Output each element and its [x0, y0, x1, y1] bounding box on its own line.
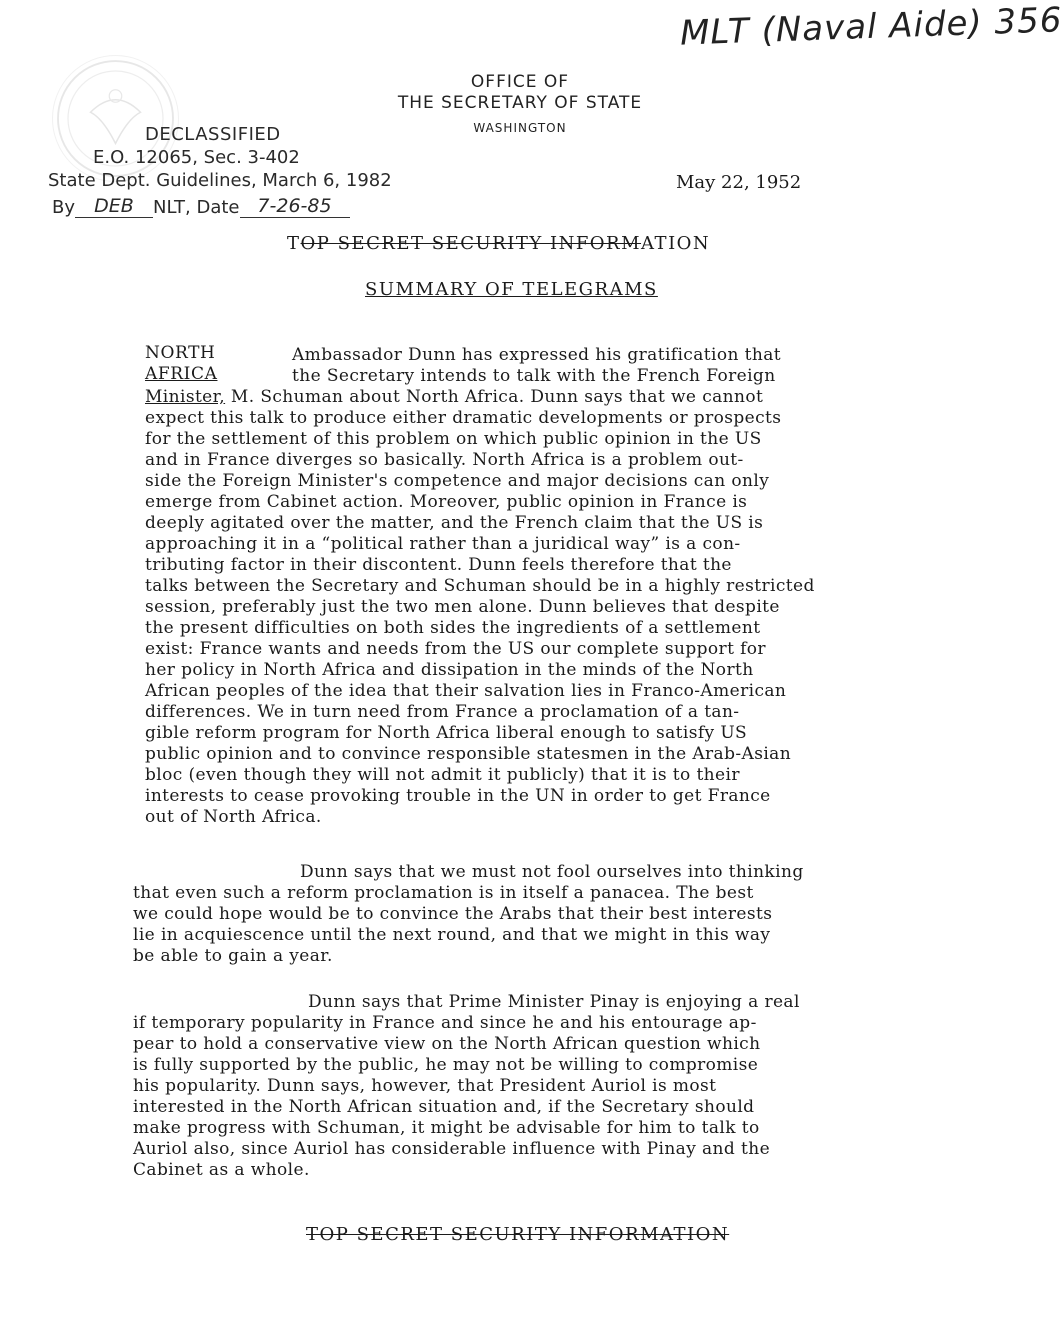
declassification-stamp	[45, 124, 425, 218]
paragraph-line: public opinion and to convince responsible statesmen in the Arab-Asian	[145, 744, 792, 764]
document-date: May 22, 1952	[676, 172, 802, 193]
paragraph-line: interested in the North African situation and, if the Secretary should	[133, 1097, 755, 1117]
paragraph-line: bloc (even though they will not admit it publicly) that it is to their	[145, 765, 740, 785]
paragraph-3	[133, 992, 933, 1181]
letterhead-city-line: WASHINGTON	[473, 121, 567, 135]
letterhead	[390, 72, 650, 135]
by-initials: DEB	[75, 195, 153, 218]
paragraph-line: Dunn says that we must not fool ourselves into thinking	[300, 862, 804, 882]
classification-marking-bottom	[306, 1224, 729, 1245]
paragraph-line: Ambassador Dunn has expressed his gratification that	[292, 345, 781, 365]
paragraph-line: her policy in North Africa and dissipation in the minds of the North	[145, 660, 754, 680]
paragraph-line: be able to gain a year.	[133, 946, 333, 966]
paragraph-line: that even such a reform proclamation is in itself a panacea. The best	[133, 883, 754, 903]
paragraph-line: Dunn says that Prime Minister Pinay is enjoying a real	[308, 992, 800, 1012]
paragraph-1-opening	[292, 345, 892, 387]
paragraph-line: the Secretary intends to talk with the French Foreign	[292, 366, 776, 386]
paragraph-line: deeply agitated over the matter, and the French claim that the US is	[145, 513, 764, 533]
paragraph-line: tributing factor in their discontent. Dunn feels therefore that the	[145, 555, 732, 575]
paragraph-line: expect this talk to produce either dramatic developments or prospects	[145, 408, 782, 428]
paragraph-line: his popularity. Dunn says, however, that President Auriol is most	[133, 1076, 717, 1096]
paragraph-line: emerge from Cabinet action. Moreover, public opinion in France is	[145, 492, 748, 512]
paragraph-1-body	[145, 387, 935, 828]
letterhead-secretary-line: THE SECRETARY OF STATE	[397, 93, 643, 113]
declassified-label: DECLASSIFIED	[145, 124, 281, 145]
handwritten-file-note: MLT (Naval Aide) 356	[679, 0, 1063, 54]
minister-word: Minister,	[145, 387, 226, 407]
classification-struck-portion: OP SECRET SECURITY INFORM	[300, 233, 642, 254]
paragraph-line: we could hope would be to convince the Arabs that their best interests	[133, 904, 773, 924]
declassification-by-line	[52, 195, 425, 218]
paragraph-line: gible reform program for North Africa liberal enough to satisfy US	[145, 723, 748, 743]
paragraph-line: differences. We in turn need from France a proclamation of a tan-	[145, 702, 740, 722]
paragraph-line	[145, 387, 935, 408]
paragraph-line: make progress with Schuman, it might be advisable for him to talk to	[133, 1118, 760, 1138]
paragraph-line: session, preferably just the two men alone. Dunn believes that despite	[145, 597, 780, 617]
document-title: SUMMARY OF TELEGRAMS	[365, 279, 658, 300]
classification-marking-top	[287, 233, 710, 254]
section-label-line2: AFRICA	[145, 364, 218, 384]
section-label-line1: NORTH	[145, 343, 216, 363]
paragraph-line: side the Foreign Minister's competence and major decisions can only	[145, 471, 770, 491]
paragraph-line: out of North Africa.	[145, 807, 322, 827]
paragraph-line: and in France diverges so basically. North Africa is a problem out-	[145, 450, 744, 470]
paragraph-line: the present difficulties on both sides the ingredients of a settlement	[145, 618, 761, 638]
letterhead-office-line: OFFICE OF	[470, 72, 570, 92]
classification-suffix: ATION	[641, 233, 711, 254]
paragraph-line: African peoples of the idea that their salvation lies in Franco-American	[145, 681, 787, 701]
declassification-date: 7-26-85	[240, 195, 350, 218]
paragraph-line: is fully supported by the public, he may not be willing to compromise	[133, 1055, 759, 1075]
classification-struck-text: TOP SECRET SECURITY INFORMATION	[306, 1224, 730, 1245]
nlt-date-label: NLT, Date	[153, 197, 240, 218]
minister-line-text: M. Schuman about North Africa. Dunn says that we cannot	[225, 387, 764, 407]
by-label: By	[52, 197, 76, 218]
paragraph-line: Cabinet as a whole.	[133, 1160, 310, 1180]
paragraph-line: lie in acquiescence until the next round, and that we might in this way	[133, 925, 771, 945]
paragraph-line: talks between the Secretary and Schuman should be in a highly restricted	[145, 576, 815, 596]
guidelines-line: State Dept. Guidelines, March 6, 1982	[48, 170, 392, 191]
paragraph-line: pear to hold a conservative view on the North African question which	[133, 1034, 761, 1054]
paragraph-line: for the settlement of this problem on which public opinion in the US	[145, 429, 762, 449]
paragraph-line: Auriol also, since Auriol has considerable influence with Pinay and the	[133, 1139, 771, 1159]
paragraph-line: approaching it in a “political rather than a juridical way” is a con-	[145, 534, 741, 554]
paragraph-line: interests to cease provoking trouble in the UN in order to get France	[145, 786, 771, 806]
paragraph-line: if temporary popularity in France and since he and his entourage ap-	[133, 1013, 757, 1033]
classification-prefix: T	[287, 233, 301, 254]
paragraph-line: exist: France wants and needs from the US our complete support for	[145, 639, 766, 659]
paragraph-2	[133, 862, 933, 967]
section-label	[145, 343, 217, 385]
executive-order-line: E.O. 12065, Sec. 3-402	[93, 147, 300, 168]
